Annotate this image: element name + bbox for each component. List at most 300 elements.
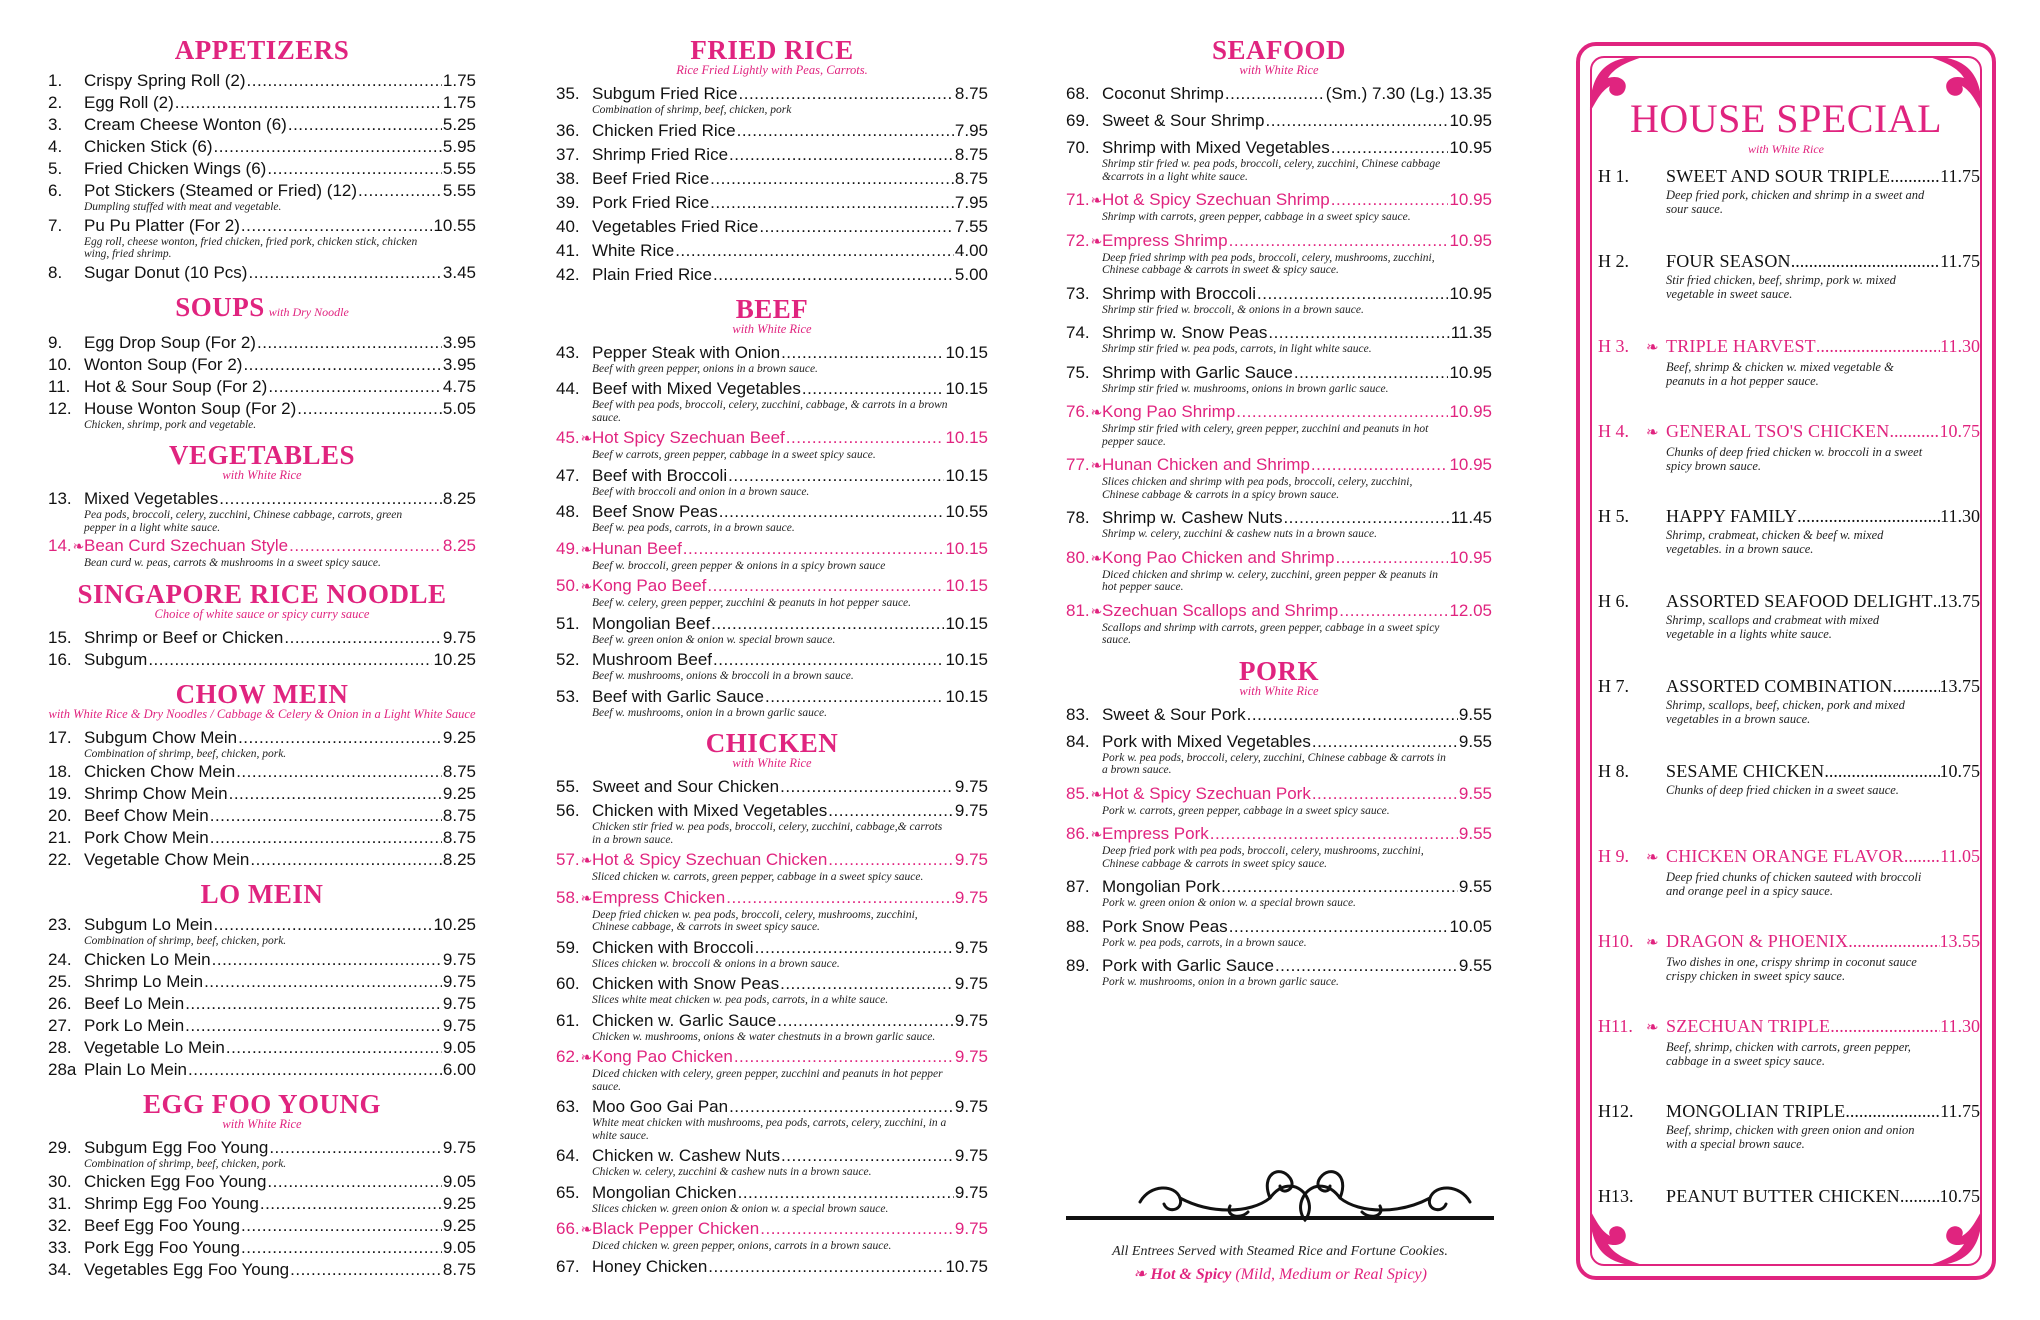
house-special-row: [1598, 506, 1980, 526]
menu-item-list: [48, 627, 476, 670]
item-number: [48, 1059, 84, 1080]
section-title: [48, 880, 476, 908]
item-number: [48, 1237, 84, 1258]
dot-leader: [1331, 137, 1449, 158]
menu-item: [556, 1182, 988, 1216]
hot-spicy-icon: ❧: [1646, 850, 1659, 866]
item-price: 8.75: [954, 84, 988, 103]
item-price: 9.55: [1458, 704, 1492, 724]
hot-spicy-icon: ❧: [580, 1221, 593, 1237]
item-price: 9.75: [954, 1182, 988, 1202]
menu-item: [1066, 362, 1492, 396]
dot-leader: [185, 1015, 442, 1036]
hot-spicy-icon: ❧: [1090, 232, 1103, 249]
item-number-text: 23.: [48, 915, 72, 934]
menu-item: [1066, 454, 1492, 501]
item-number: [1066, 916, 1102, 937]
item-number-text: 52.: [556, 650, 580, 669]
item-name: Vegetables Egg Foo Young: [84, 1260, 290, 1279]
item-price: 10.15: [945, 576, 988, 595]
menu-item: [1066, 547, 1492, 594]
item-description: Pork w. pea pods, carrots, in a brown sauce.: [1102, 936, 1307, 949]
item-number-text: 43.: [556, 342, 580, 362]
item-number: [48, 949, 84, 970]
menu-item: [556, 575, 988, 610]
item-number: [1066, 955, 1102, 976]
item-description: Deep fried pork, chicken and shrimp in a sweet and sour sauce.: [1666, 188, 1925, 216]
item-description: Shrimp stir fried with celery, green pepper, zucchini and peanuts in hot pepper sauce.: [1102, 423, 1429, 448]
item-price: 9.05: [442, 1238, 476, 1257]
hot-spicy-icon: ❧: [580, 430, 593, 446]
footer-note: All Entrees Served with Steamed Rice and Fortune Cookies.: [1112, 1244, 1448, 1259]
item-price: 10.75: [1939, 761, 1980, 781]
dot-leader: [760, 1218, 954, 1239]
item-name: Pork Fried Rice: [592, 192, 710, 212]
item-description: Shrimp with carrots, green pepper, cabbage in a sweet spicy sauce.: [1102, 211, 1411, 223]
item-name: House Wonton Soup (For 2): [84, 398, 297, 418]
dot-leader: [175, 92, 442, 113]
hot-spicy-legend: [1066, 1264, 1494, 1284]
menu-item-row: [1066, 454, 1492, 476]
dot-leader: [802, 378, 945, 399]
item-name: Beef Snow Peas: [592, 502, 718, 521]
item-number-text: 44.: [556, 379, 580, 398]
menu-item-row: [48, 1037, 476, 1058]
item-description: Chicken stir fried w. pea pods, broccoli, celery, zucchini, cabbage,& carrots in a brown sauce.: [592, 821, 943, 846]
item-price: 9.25: [442, 1194, 476, 1213]
item-number: [1066, 137, 1102, 158]
section-title-text: CHICKEN: [705, 728, 839, 758]
dot-leader: [1268, 322, 1449, 343]
dot-leader: [241, 1215, 442, 1236]
item-number: [48, 805, 84, 826]
dot-leader: [1266, 110, 1449, 131]
menu-item: [556, 613, 988, 647]
menu-item: [556, 465, 988, 499]
menu-item-row: [1066, 731, 1492, 752]
menu-item-row: [556, 800, 988, 821]
item-name: Chicken Lo Mein: [84, 949, 211, 969]
item-price: 7.95: [954, 120, 988, 140]
item-number: [556, 887, 592, 909]
item-name: Kong Pao Chicken and Shrimp: [1102, 547, 1335, 567]
item-number-text: 58.: [556, 887, 580, 907]
item-price: 11.45: [1450, 508, 1492, 527]
menu-item-row: [556, 427, 988, 449]
menu-item-row: [1066, 362, 1492, 383]
menu-item: [48, 376, 476, 397]
item-number: [556, 240, 592, 261]
item-number-text: 69.: [1066, 111, 1090, 130]
item-description: Chunks of deep fried chicken in a sweet sauce.: [1666, 783, 1899, 797]
item-number: [48, 971, 84, 992]
item-name: Shrimp or Beef or Chicken: [84, 627, 284, 647]
item-number: [48, 649, 84, 670]
menu-item-row: [1066, 955, 1492, 976]
item-number: [48, 354, 84, 375]
item-price: 10.15: [945, 379, 988, 398]
item-description: Two dishes in one, crispy shrimp in coconut sauce crispy chicken in sweet spicy sauce.: [1666, 955, 1917, 983]
dot-leader: [267, 1171, 441, 1192]
item-number-text: 14.: [48, 536, 72, 555]
item-number: [48, 1171, 84, 1192]
item-number-text: 76.: [1066, 402, 1090, 421]
house-special-row: [1598, 761, 1980, 781]
dot-leader: [1257, 283, 1448, 304]
hot-spicy-icon: ❧: [1090, 826, 1103, 842]
item-number-text: 74.: [1066, 323, 1090, 342]
dot-leader: [236, 761, 442, 782]
item-name: Hot & Spicy Szechuan Chicken: [592, 850, 828, 869]
item-price: 11.75: [1940, 166, 1980, 186]
menu-item: [48, 1259, 476, 1280]
menu-item: [48, 1015, 476, 1036]
item-number-text: 49.: [556, 538, 580, 558]
item-name: Pork Chow Mein: [84, 828, 209, 847]
item-price: 10.05: [1449, 916, 1492, 936]
item-number: [48, 1215, 84, 1236]
dot-leader: [1335, 547, 1448, 568]
dot-leader: [229, 783, 442, 804]
dot-leader: [1283, 507, 1449, 528]
menu-item-row: [48, 1059, 476, 1080]
item-description: Beef w. mushrooms, onion in a brown garlic sauce.: [592, 706, 827, 719]
menu-item-row: [556, 1096, 988, 1117]
menu-item: [48, 1193, 476, 1214]
dot-leader: [1236, 401, 1448, 422]
item-name: Egg Roll (2): [84, 93, 174, 112]
menu-item-row: [48, 332, 476, 353]
item-number-text: 86.: [1066, 824, 1090, 843]
item-description: Shrimp stir fried w. pea pods, broccoli, celery, zucchini, Chinese cabbage &carrots in a light white sauce.: [1102, 158, 1441, 183]
item-number-text: 42.: [556, 264, 580, 284]
item-price: 10.75: [1939, 421, 1980, 441]
menu-item: [556, 216, 988, 237]
item-number: [556, 1046, 592, 1068]
item-number: [556, 427, 592, 449]
item-price: 11.30: [1940, 1016, 1980, 1036]
hot-spicy-icon: ❧: [580, 889, 593, 906]
menu-section: [556, 295, 988, 720]
dot-leader: [710, 168, 954, 189]
item-name: FOUR SEASON: [1666, 251, 1791, 271]
section-title: [1066, 36, 1492, 64]
item-price: 10.25: [433, 915, 476, 934]
dot-leader: [297, 398, 442, 419]
item-name: Kong Pao Beef: [592, 576, 707, 595]
item-number-text: 85.: [1066, 783, 1090, 803]
item-name: Chicken with Broccoli: [592, 937, 754, 957]
item-description: Shrimp stir fried w. broccoli, & onions in a brown sauce.: [1102, 303, 1364, 316]
menu-item: [1066, 110, 1492, 131]
menu-item: [556, 849, 988, 884]
item-name: Sweet & Sour Shrimp: [1102, 111, 1265, 130]
dot-leader: [711, 613, 944, 634]
item-number: [556, 849, 592, 871]
item-name: Sweet & Sour Pork: [1102, 704, 1246, 724]
item-number: H 7.: [1598, 676, 1629, 696]
item-number: [48, 535, 84, 557]
item-number-text: 8.: [48, 262, 63, 282]
item-price: 9.75: [954, 887, 988, 907]
menu-item: [556, 1046, 988, 1093]
item-number: [1066, 783, 1102, 805]
menu-item: [1066, 283, 1492, 317]
item-description: Beef with pea pods, broccoli, celery, zucchini, cabbage, & carrots in a brown sauce.: [592, 399, 948, 424]
item-number: [48, 398, 84, 419]
dot-leader: [1229, 916, 1449, 937]
item-number-text: 73.: [1066, 283, 1090, 303]
item-number: [48, 761, 84, 782]
item-number: [1066, 83, 1102, 104]
item-number-text: 3.: [48, 115, 63, 134]
hot-spicy-icon: ❧: [580, 578, 593, 594]
item-number: [48, 158, 84, 179]
item-number: [48, 827, 84, 848]
item-name: Honey Chicken: [592, 1256, 708, 1276]
item-name: Beef with Garlic Sauce: [592, 686, 764, 706]
house-special-row: [1598, 1016, 1980, 1038]
item-name: Hot & Sour Soup (For 2): [84, 376, 268, 396]
item-number-text: 66.: [556, 1219, 580, 1238]
house-special-item: [1598, 846, 1980, 931]
menu-item-row: [48, 727, 476, 748]
item-number: [48, 914, 84, 935]
item-number: [1066, 547, 1102, 569]
menu-item: [556, 1218, 988, 1253]
menu-item-row: [556, 887, 988, 909]
item-name: Hot & Spicy Szechuan Shrimp: [1102, 190, 1330, 209]
item-description: Beef w. mushrooms, onions & broccoli in a brown sauce.: [592, 670, 854, 682]
section-subtitle: with White Rice: [732, 756, 812, 770]
dot-leader: [710, 192, 954, 213]
item-price: 5.00: [954, 264, 988, 284]
item-number-text: 4.: [48, 137, 63, 156]
dot-leader: [1210, 823, 1458, 844]
menu-item-row: [556, 575, 988, 597]
item-name: Chicken Egg Foo Young: [84, 1172, 267, 1191]
item-description: White meat chicken with mushrooms, pea pods, carrots, celery, zucchini, in a white sauce.: [592, 1117, 947, 1142]
item-number: [556, 120, 592, 141]
dot-leader: [268, 376, 442, 397]
menu-section: [48, 680, 476, 871]
item-description: Beef w carrots, green pepper, cabbage in a sweet spicy sauce.: [592, 449, 876, 461]
menu-item: [48, 727, 476, 761]
menu-item: [556, 501, 988, 535]
item-price: 10.15: [945, 650, 988, 669]
dot-leader: [148, 649, 432, 670]
item-number-text: 38.: [556, 168, 580, 188]
item-name: Chicken with Snow Peas: [592, 974, 780, 993]
menu-section: [48, 36, 476, 283]
item-price: 9.25: [442, 784, 476, 803]
dot-leader: [1904, 846, 1940, 866]
menu-item-row: [556, 1145, 988, 1166]
item-price: 10.95: [1449, 455, 1492, 474]
menu-item-row: [48, 398, 476, 419]
item-price: 9.75: [954, 937, 988, 957]
item-description: Diced chicken with celery, green pepper, zucchini and peanuts in hot pepper sauce.: [592, 1068, 943, 1093]
item-name: Pork with Mixed Vegetables: [1102, 731, 1311, 751]
item-description: Chicken, shrimp, pork and vegetable.: [84, 418, 257, 431]
section-title-text: APPETIZERS: [174, 35, 350, 65]
item-price: 1.75: [442, 93, 476, 112]
item-number-text: 37.: [556, 144, 580, 164]
item-price: 9.75: [954, 801, 988, 820]
item-number: [556, 1218, 592, 1240]
section-title: [48, 441, 476, 469]
item-number-text: 22.: [48, 850, 72, 869]
dot-leader: [1892, 676, 1939, 696]
item-name: SZECHUAN TRIPLE: [1666, 1016, 1831, 1036]
item-name: Pu Pu Platter (For 2): [84, 215, 240, 235]
item-name: Chicken Stick (6): [84, 137, 213, 156]
item-name: Beef Chow Mein: [84, 806, 209, 825]
item-number: [48, 376, 84, 397]
menu-item: [48, 1137, 476, 1171]
item-number-text: 21.: [48, 828, 72, 847]
item-name: Subgum Egg Foo Young: [84, 1137, 269, 1157]
item-price: 11.05: [1940, 846, 1980, 866]
menu-item-row: [556, 1046, 988, 1068]
item-price: 9.75: [954, 1146, 988, 1165]
hot-spicy-icon: ❧: [1646, 935, 1659, 951]
house-special-row: [1598, 931, 1980, 953]
menu-section: [48, 580, 476, 670]
item-name: HAPPY FAMILY: [1666, 506, 1798, 526]
dot-leader: [713, 264, 954, 285]
hot-spicy-icon: ❧: [580, 852, 593, 868]
menu-section: [556, 729, 988, 1277]
item-number-text: 50.: [556, 576, 580, 595]
house-special-row: [1598, 1101, 1980, 1121]
item-number-text: 25.: [48, 971, 72, 991]
menu-item: [556, 776, 988, 797]
item-name: Kong Pao Shrimp: [1102, 402, 1236, 421]
menu-item: [48, 70, 476, 91]
item-name: Chicken with Mixed Vegetables: [592, 801, 828, 820]
house-special-row: [1598, 336, 1980, 358]
dot-leader: [729, 144, 954, 165]
item-name: Mongolian Chicken: [592, 1182, 737, 1202]
menu-item: [48, 849, 476, 870]
menu-item: [556, 800, 988, 846]
item-number: [48, 849, 84, 870]
menu-item-row: [1066, 137, 1492, 158]
item-description: Combination of shrimp, beef, chicken, pork.: [84, 1157, 287, 1170]
item-number: [1066, 600, 1102, 622]
menu-item-row: [48, 971, 476, 992]
item-price: 10.15: [945, 465, 988, 485]
dot-leader: [219, 488, 442, 509]
item-number-text: 72.: [1066, 230, 1090, 250]
menu-item: [1066, 507, 1492, 541]
menu-item-row: [556, 776, 988, 797]
section-title-text: SINGAPORE RICE NOODLE: [77, 578, 447, 609]
item-number-text: 15.: [48, 627, 72, 647]
dot-leader: [188, 1059, 442, 1080]
menu-item-row: [556, 342, 988, 363]
item-number: [556, 776, 592, 797]
menu-item: [48, 971, 476, 992]
item-description: Pork w. carrots, green pepper, cabbage in a sweet spicy sauce.: [1102, 804, 1390, 817]
item-description: Chicken w. mushrooms, onions & water chestnuts in a brown garlic sauce.: [592, 1030, 936, 1043]
menu-item-row: [556, 144, 988, 165]
menu-item-row: [1066, 283, 1492, 304]
item-description: Combination of shrimp, beef, chicken, pork.: [84, 747, 287, 760]
house-special-row: [1598, 421, 1980, 443]
menu-item-list: [48, 727, 476, 871]
menu-item: [48, 488, 476, 534]
menu-column-3: [1066, 36, 1492, 999]
item-number-text: 48.: [556, 502, 580, 521]
item-description: Shrimp, crabmeat, chicken & beef w. mixed vegetables. in a brown sauce.: [1666, 528, 1884, 556]
dot-leader: [213, 136, 441, 157]
item-number: [556, 973, 592, 994]
house-special-item: [1598, 931, 1980, 1016]
menu-item: [48, 398, 476, 432]
item-name: Shrimp Egg Foo Young: [84, 1194, 259, 1213]
item-name: ASSORTED SEAFOOD DELIGHT: [1666, 591, 1933, 611]
menu-item-row: [48, 70, 476, 91]
menu-item: [1066, 955, 1492, 989]
item-number-text: 27.: [48, 1015, 72, 1035]
menu-item-row: [48, 805, 476, 826]
section-title-text: BEEF: [735, 293, 809, 324]
item-number-text: 34.: [48, 1260, 72, 1279]
item-number: [556, 216, 592, 237]
item-number: [556, 465, 592, 486]
menu-item-row: [556, 1256, 988, 1277]
dot-leader: [1225, 83, 1325, 104]
item-name: Vegetable Lo Mein: [84, 1037, 225, 1057]
menu-item-row: [1066, 189, 1492, 211]
section-title-text: SOUPS: [175, 291, 265, 322]
dot-leader: [1331, 189, 1449, 210]
item-number: H 2.: [1598, 251, 1629, 271]
item-description: Combination of shrimp, beef, chicken, pork.: [84, 935, 287, 947]
menu-item: [556, 1096, 988, 1142]
section-subtitle: with White Rice: [222, 468, 302, 482]
menu-item: [556, 378, 988, 424]
item-number: H 1.: [1598, 166, 1629, 186]
item-number: [48, 727, 84, 748]
menu-item-row: [48, 1237, 476, 1258]
item-name: Pot Stickers (Steamed or Fried) (12): [84, 181, 358, 200]
dot-leader: [269, 1137, 442, 1158]
item-number: [48, 1137, 84, 1158]
house-special-row: [1598, 251, 1980, 271]
menu-item: [556, 1256, 988, 1277]
item-name: Coconut Shrimp: [1102, 84, 1224, 103]
menu-section: [556, 36, 988, 285]
item-number: [556, 501, 592, 522]
hot-spicy-icon: ❧: [1090, 549, 1103, 566]
item-number-text: 32.: [48, 1216, 72, 1235]
item-description: Beef, shrimp, chicken with green onion and onion with a special brown sauce.: [1666, 1123, 1915, 1151]
item-name: Hunan Chicken and Shrimp: [1102, 455, 1310, 474]
section-subtitle: with White Rice & Dry Noodles / Cabbage & Celery & Onion in a Light White Sauce: [48, 706, 476, 721]
hot-spicy-icon: ❧: [1646, 425, 1659, 441]
item-price: 11.35: [1450, 323, 1492, 342]
item-name: Pork with Garlic Sauce: [1102, 956, 1274, 975]
item-price: 10.55: [433, 215, 476, 235]
menu-item-row: [48, 761, 476, 782]
menu-item-row: [556, 83, 988, 104]
item-name: Shrimp Lo Mein: [84, 971, 204, 991]
dot-leader: [284, 627, 442, 648]
item-description: Beef, shrimp, chicken with carrots, green pepper, cabbage in a sweet spicy sauce.: [1666, 1040, 1911, 1068]
